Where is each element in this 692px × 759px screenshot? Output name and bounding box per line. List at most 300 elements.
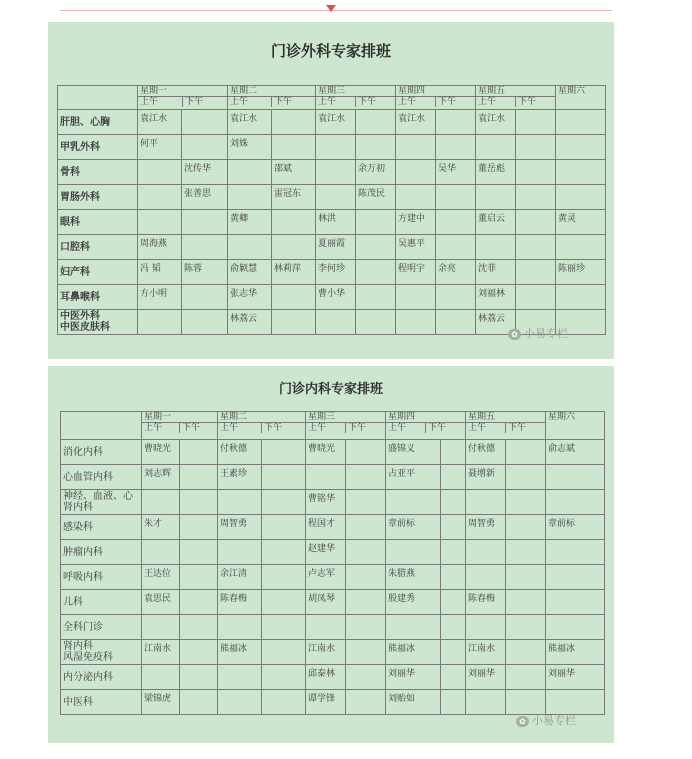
doctor-cell: [218, 690, 262, 715]
doctor-cell: 熊福冰: [546, 640, 605, 665]
doctor-cell: [346, 515, 386, 540]
doctor-cell: [180, 565, 218, 590]
department-label: 妇产科: [58, 260, 138, 285]
table-row: [58, 185, 606, 210]
day-label: 星期二: [230, 86, 258, 96]
doctor-cell: [441, 515, 466, 540]
doctor-cell: [272, 210, 316, 235]
doctor-cell: [466, 615, 506, 640]
day-label: 星期六: [548, 412, 576, 422]
department-label: 全科门诊: [61, 615, 142, 640]
doctor-cell: [138, 185, 182, 210]
doctor-cell: [516, 135, 556, 160]
doctor-cell: [180, 465, 218, 490]
pm-label: 下午: [508, 423, 527, 433]
day-header: [386, 412, 466, 440]
doctor-cell: [316, 160, 356, 185]
doctor-cell: [506, 640, 546, 665]
doctor-cell: [436, 135, 476, 160]
caret-down-icon: [326, 5, 336, 12]
doctor-cell: [218, 490, 262, 515]
doctor-cell: 刘丽华: [386, 665, 441, 690]
watermark: ✿ 小易专栏: [516, 712, 576, 728]
department-label: 肾内科 风湿免疫科: [61, 640, 142, 665]
doctor-cell: [182, 285, 228, 310]
day-header: [396, 86, 476, 110]
doctor-cell: [218, 615, 262, 640]
doctor-cell: 黄卿: [228, 210, 272, 235]
doctor-cell: 刘志辉: [142, 465, 180, 490]
doctor-cell: [441, 465, 466, 490]
day-label: 星期一: [140, 86, 168, 96]
department-label: 中医外科 中医皮肤科: [58, 310, 138, 335]
doctor-cell: [516, 235, 556, 260]
doctor-cell: 江南水: [306, 640, 346, 665]
internal-schedule-table: [60, 411, 605, 715]
watermark: ✿ 小易专栏: [508, 325, 568, 341]
department-label: 感染科: [61, 515, 142, 540]
doctor-cell: 王达位: [142, 565, 180, 590]
doctor-cell: [262, 665, 306, 690]
day-header: [306, 412, 386, 440]
doctor-cell: 江南水: [466, 640, 506, 665]
department-label: 耳鼻喉科: [58, 285, 138, 310]
doctor-cell: 林洪: [316, 210, 356, 235]
day-header: [466, 412, 546, 440]
doctor-cell: [180, 665, 218, 690]
doctor-cell: [436, 210, 476, 235]
doctor-cell: [138, 210, 182, 235]
doctor-cell: 王素珍: [218, 465, 262, 490]
doctor-cell: 吴惠平: [396, 235, 436, 260]
doctor-cell: [346, 565, 386, 590]
doctor-cell: [180, 440, 218, 465]
doctor-cell: 夏丽霞: [316, 235, 356, 260]
doctor-cell: [386, 540, 441, 565]
table-row: [61, 540, 605, 565]
doctor-cell: 黄灵: [556, 210, 606, 235]
table-row: [61, 490, 605, 515]
doctor-cell: [138, 160, 182, 185]
doctor-cell: [306, 615, 346, 640]
doctor-cell: [556, 235, 606, 260]
doctor-cell: [441, 440, 466, 465]
doctor-cell: [476, 185, 516, 210]
doctor-cell: 方建中: [396, 210, 436, 235]
day-label: 星期五: [478, 86, 506, 96]
top-divider: [60, 10, 612, 11]
doctor-cell: [228, 160, 272, 185]
doctor-cell: [556, 160, 606, 185]
corner-cell: [58, 86, 138, 110]
department-label: 心血管内科: [61, 465, 142, 490]
day-label: 星期六: [558, 86, 586, 96]
doctor-cell: 卢志军: [306, 565, 346, 590]
doctor-cell: [396, 160, 436, 185]
doctor-cell: [466, 565, 506, 590]
doctor-cell: 俞志斌: [546, 440, 605, 465]
pm-label: 下午: [274, 97, 293, 107]
department-label: 骨科: [58, 160, 138, 185]
doctor-cell: 程明宇: [396, 260, 436, 285]
doctor-cell: 张志华: [228, 285, 272, 310]
surgery-schedule-title: 门诊外科专家排班: [270, 42, 391, 60]
doctor-cell: [262, 590, 306, 615]
doctor-cell: [306, 465, 346, 490]
doctor-cell: 曹小华: [316, 285, 356, 310]
doctor-cell: 殷建秀: [386, 590, 441, 615]
doctor-cell: [182, 235, 228, 260]
internal-schedule-title: 门诊内科专家排班: [278, 382, 383, 397]
doctor-cell: 袁江水: [396, 110, 436, 135]
doctor-cell: [262, 540, 306, 565]
am-label: 上午: [228, 97, 272, 107]
doctor-cell: 冯 韬: [138, 260, 182, 285]
day-header: [316, 86, 396, 110]
doctor-cell: [506, 615, 546, 640]
doctor-cell: 刘姝: [228, 135, 272, 160]
pm-label: 下午: [438, 97, 457, 107]
doctor-cell: 沈菲: [476, 260, 516, 285]
day-label: 星期五: [468, 412, 496, 422]
doctor-cell: 陈春梅: [466, 590, 506, 615]
corner-cell: [61, 412, 142, 440]
table-row: [61, 515, 605, 540]
table-row: [61, 665, 605, 690]
header-row: [58, 86, 606, 110]
am-label: 上午: [142, 423, 180, 433]
doctor-cell: [466, 490, 506, 515]
doctor-cell: 周智勇: [218, 515, 262, 540]
pm-label: 下午: [518, 97, 537, 107]
doctor-cell: 雷冠东: [272, 185, 316, 210]
doctor-cell: 周海燕: [138, 235, 182, 260]
am-label: 上午: [316, 97, 356, 107]
doctor-cell: 程国才: [306, 515, 346, 540]
doctor-cell: 余亮: [436, 260, 476, 285]
doctor-cell: [516, 185, 556, 210]
doctor-cell: [506, 540, 546, 565]
doctor-cell: 林莉萍: [272, 260, 316, 285]
doctor-cell: [466, 540, 506, 565]
doctor-cell: [180, 490, 218, 515]
doctor-cell: 董岳彪: [476, 160, 516, 185]
table-row: [61, 640, 605, 665]
doctor-cell: [180, 690, 218, 715]
doctor-cell: 曹晓光: [306, 440, 346, 465]
am-label: 上午: [386, 423, 426, 433]
doctor-cell: [441, 690, 466, 715]
doctor-cell: [396, 185, 436, 210]
day-header: [218, 412, 306, 440]
doctor-cell: [346, 490, 386, 515]
doctor-cell: 曹铭华: [306, 490, 346, 515]
am-label: 上午: [138, 97, 183, 107]
department-label: 儿科: [61, 590, 142, 615]
table-row: [58, 160, 606, 185]
table-row: [61, 690, 605, 715]
day-label: 星期三: [318, 86, 346, 96]
internal-schedule-panel: [48, 366, 614, 743]
doctor-cell: [346, 690, 386, 715]
doctor-cell: [441, 540, 466, 565]
day-label: 星期二: [220, 412, 248, 422]
doctor-cell: [546, 590, 605, 615]
day-label: 星期一: [144, 412, 172, 422]
doctor-cell: [142, 665, 180, 690]
doctor-cell: [356, 285, 396, 310]
am-label: 上午: [396, 97, 436, 107]
doctor-cell: 刘福林: [476, 285, 516, 310]
doctor-cell: [180, 515, 218, 540]
table-row: [58, 285, 606, 310]
day-header: [142, 412, 218, 440]
day-label: 星期三: [308, 412, 336, 422]
doctor-cell: [556, 285, 606, 310]
doctor-cell: [272, 135, 316, 160]
doctor-cell: 袁江水: [228, 110, 272, 135]
doctor-cell: [228, 235, 272, 260]
doctor-cell: [441, 640, 466, 665]
doctor-cell: [356, 235, 396, 260]
doctor-cell: [386, 490, 441, 515]
doctor-cell: [356, 135, 396, 160]
pm-label: 下午: [182, 423, 201, 433]
doctor-cell: [506, 690, 546, 715]
am-label: 上午: [218, 423, 262, 433]
department-label: 呼吸内科: [61, 565, 142, 590]
day-header: [228, 86, 316, 110]
doctor-cell: [546, 565, 605, 590]
doctor-cell: [516, 110, 556, 135]
doctor-cell: 袁江水: [138, 110, 182, 135]
doctor-cell: [436, 285, 476, 310]
doctor-cell: [218, 665, 262, 690]
day-header: [476, 86, 556, 110]
doctor-cell: [396, 285, 436, 310]
doctor-cell: 俞颖慧: [228, 260, 272, 285]
doctor-cell: [142, 615, 180, 640]
table-row: [58, 235, 606, 260]
doctor-cell: [346, 440, 386, 465]
doctor-cell: 周智勇: [466, 515, 506, 540]
table-row: [61, 465, 605, 490]
doctor-cell: [272, 235, 316, 260]
pm-label: 下午: [348, 423, 367, 433]
doctor-cell: [436, 110, 476, 135]
doctor-cell: [262, 690, 306, 715]
doctor-cell: 袁江水: [476, 110, 516, 135]
doctor-cell: [516, 210, 556, 235]
department-label: 口腔科: [58, 235, 138, 260]
doctor-cell: [556, 135, 606, 160]
doctor-cell: [506, 590, 546, 615]
doctor-cell: [546, 615, 605, 640]
department-label: 胃肠外科: [58, 185, 138, 210]
doctor-cell: [356, 110, 396, 135]
doctor-cell: 余江清: [218, 565, 262, 590]
doctor-cell: [272, 110, 316, 135]
day-label: 星期四: [388, 412, 416, 422]
doctor-cell: 沈传华: [182, 160, 228, 185]
doctor-cell: [346, 465, 386, 490]
department-label: 肝胆、心胸: [58, 110, 138, 135]
doctor-cell: [546, 690, 605, 715]
day-header: [138, 86, 228, 110]
am-label: 上午: [466, 423, 506, 433]
doctor-cell: [466, 690, 506, 715]
pm-label: 下午: [428, 423, 447, 433]
doctor-cell: [262, 565, 306, 590]
wechat-icon: ✿: [508, 329, 521, 340]
doctor-cell: [396, 135, 436, 160]
department-label: 眼科: [58, 210, 138, 235]
table-row: [61, 440, 605, 465]
doctor-cell: 章前标: [546, 515, 605, 540]
doctor-cell: [346, 590, 386, 615]
doctor-cell: 林荔云: [476, 310, 516, 335]
day-header: [556, 86, 606, 110]
doctor-cell: [346, 540, 386, 565]
doctor-cell: 江南水: [142, 640, 180, 665]
doctor-cell: 张善思: [182, 185, 228, 210]
table-row: [58, 135, 606, 160]
doctor-cell: [262, 465, 306, 490]
doctor-cell: [180, 640, 218, 665]
doctor-cell: [138, 310, 182, 335]
doctor-cell: [182, 135, 228, 160]
doctor-cell: 朱才: [142, 515, 180, 540]
doctor-cell: 刘丽华: [546, 665, 605, 690]
doctor-cell: [182, 110, 228, 135]
doctor-cell: 邱泰林: [306, 665, 346, 690]
doctor-cell: 刘丽华: [466, 665, 506, 690]
doctor-cell: [546, 540, 605, 565]
doctor-cell: [180, 615, 218, 640]
doctor-cell: [441, 590, 466, 615]
doctor-cell: [262, 440, 306, 465]
am-label: 上午: [476, 97, 516, 107]
doctor-cell: [316, 135, 356, 160]
doctor-cell: 董启云: [476, 210, 516, 235]
doctor-cell: [441, 565, 466, 590]
doctor-cell: [556, 185, 606, 210]
doctor-cell: 陈丽珍: [556, 260, 606, 285]
doctor-cell: [476, 135, 516, 160]
doctor-cell: [506, 565, 546, 590]
doctor-cell: 聂增新: [466, 465, 506, 490]
doctor-cell: [356, 310, 396, 335]
doctor-cell: 吴华: [436, 160, 476, 185]
doctor-cell: [218, 540, 262, 565]
doctor-cell: [556, 110, 606, 135]
doctor-cell: [506, 490, 546, 515]
doctor-cell: 赵建华: [306, 540, 346, 565]
doctor-cell: [516, 160, 556, 185]
department-label: 肿瘤内科: [61, 540, 142, 565]
doctor-cell: 曹晓光: [142, 440, 180, 465]
table-row: [58, 260, 606, 285]
doctor-cell: [386, 615, 441, 640]
doctor-cell: 方小明: [138, 285, 182, 310]
doctor-cell: [436, 310, 476, 335]
doctor-cell: 熊福冰: [218, 640, 262, 665]
doctor-cell: 付秋德: [466, 440, 506, 465]
pm-label: 下午: [264, 423, 283, 433]
department-label: 中医科: [61, 690, 142, 715]
doctor-cell: [180, 540, 218, 565]
day-label: 星期四: [398, 86, 426, 96]
doctor-cell: [262, 615, 306, 640]
doctor-cell: 朱腊燕: [386, 565, 441, 590]
doctor-cell: 林荔云: [228, 310, 272, 335]
department-label: 内分泌内科: [61, 665, 142, 690]
doctor-cell: [272, 285, 316, 310]
pm-label: 下午: [185, 97, 204, 107]
doctor-cell: [506, 665, 546, 690]
doctor-cell: 刘贻如: [386, 690, 441, 715]
doctor-cell: [142, 540, 180, 565]
doctor-cell: 袁思民: [142, 590, 180, 615]
doctor-cell: [516, 260, 556, 285]
doctor-cell: 占亚平: [386, 465, 441, 490]
doctor-cell: [441, 665, 466, 690]
doctor-cell: 熊福冰: [386, 640, 441, 665]
doctor-cell: [441, 615, 466, 640]
doctor-cell: [476, 235, 516, 260]
doctor-cell: 陈春梅: [218, 590, 262, 615]
doctor-cell: [142, 490, 180, 515]
wechat-icon: ✿: [516, 716, 529, 727]
doctor-cell: [441, 490, 466, 515]
doctor-cell: [346, 640, 386, 665]
doctor-cell: 余万初: [356, 160, 396, 185]
surgery-schedule-panel: [48, 22, 614, 359]
doctor-cell: [262, 515, 306, 540]
doctor-cell: [356, 210, 396, 235]
doctor-cell: 盛锦义: [386, 440, 441, 465]
header-row: [61, 412, 605, 440]
doctor-cell: 陈茂民: [356, 185, 396, 210]
doctor-cell: 梁锦虎: [142, 690, 180, 715]
doctor-cell: [436, 185, 476, 210]
doctor-cell: 胡凤琴: [306, 590, 346, 615]
table-row: [61, 565, 605, 590]
doctor-cell: 陈蓉: [182, 260, 228, 285]
doctor-cell: [516, 285, 556, 310]
department-label: 神经、血液、心肾内科: [61, 490, 142, 515]
doctor-cell: [506, 515, 546, 540]
doctor-cell: [506, 465, 546, 490]
doctor-cell: [272, 310, 316, 335]
doctor-cell: 付秋德: [218, 440, 262, 465]
doctor-cell: 李何珍: [316, 260, 356, 285]
pm-label: 下午: [358, 97, 377, 107]
doctor-cell: [356, 260, 396, 285]
doctor-cell: [436, 235, 476, 260]
surgery-schedule-table: [57, 85, 606, 335]
am-label: 上午: [306, 423, 346, 433]
table-row: [61, 590, 605, 615]
department-label: 甲乳外科: [58, 135, 138, 160]
doctor-cell: [262, 640, 306, 665]
table-row: [58, 110, 606, 135]
table-row: [61, 615, 605, 640]
day-header: [546, 412, 605, 440]
doctor-cell: 袁江水: [316, 110, 356, 135]
doctor-cell: 邵斌: [272, 160, 316, 185]
doctor-cell: [316, 310, 356, 335]
